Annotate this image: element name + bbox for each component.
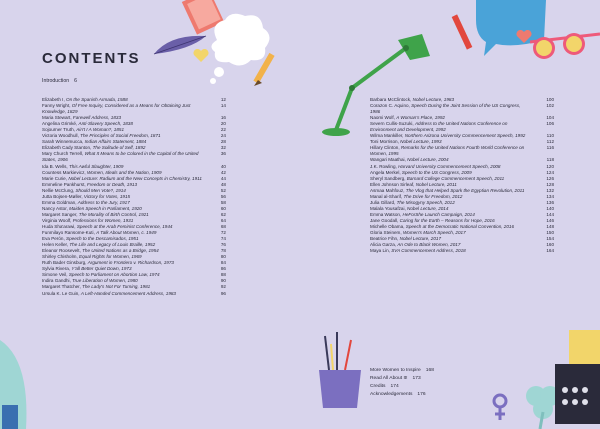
speaker-name: Michelle Obama,	[370, 223, 405, 229]
page-number: 104	[546, 115, 554, 121]
page-number: 68	[220, 223, 226, 229]
speaker-name: Sojourner Truth,	[42, 127, 75, 133]
speech-title: The Misogyny Speech, 2012	[396, 199, 455, 205]
page-number: 174	[390, 384, 399, 389]
speech-title: An Ode to Black Women, 2017	[397, 242, 461, 248]
intro-page: 6	[74, 78, 77, 84]
page-number: 173	[412, 376, 421, 381]
speaker-name: Maya Lin,	[370, 248, 390, 254]
speaker-name: Emma Goldman,	[42, 199, 77, 205]
page-number: 168	[425, 368, 434, 373]
page-number: 144	[546, 211, 554, 217]
page-number: 102	[546, 103, 554, 109]
page-number: 58	[220, 199, 226, 205]
page-number: 148	[546, 223, 554, 229]
page-number: 106	[546, 121, 554, 127]
speaker-name: Margaret Thatcher,	[42, 284, 81, 290]
speaker-name: Virginia Woolf,	[42, 217, 72, 223]
speaker-name: Emmeline Pankhurst,	[42, 181, 86, 187]
speaker-name: Simone Veil,	[42, 272, 68, 278]
speech-title: Speech to the US Congress, 2009	[401, 169, 472, 175]
page-number: 112	[546, 139, 554, 145]
back-matter-label: Read All About It!	[370, 376, 408, 381]
page-number: 44	[220, 175, 226, 181]
speech-title: Victory for Votes, 1915	[83, 193, 131, 199]
toc-entry-text	[370, 248, 530, 254]
page-number: 140	[546, 205, 554, 211]
contents-right-column	[370, 97, 554, 254]
page-number: 92	[220, 284, 226, 290]
speaker-name: Nancy Astor,	[42, 205, 68, 211]
speaker-name: Nellie McClung,	[42, 187, 75, 193]
speech-title: The Vlog that Helped Spark the Egyptian Revolution, 2011	[405, 187, 525, 193]
page-number: 64	[220, 217, 226, 223]
page-number: 110	[546, 133, 554, 139]
speaker-name: Wilma Mankiller,	[370, 133, 404, 139]
speech-title: Nobel Lecture, 2011	[415, 181, 457, 187]
speaker-name: Alicia Garza,	[370, 242, 397, 248]
page-number: 40	[220, 163, 226, 169]
speech-title: Nobel Lecture, 2014	[407, 205, 449, 211]
page-number: 72	[220, 230, 226, 236]
speech-title: Nobel Lecture: Radium and the New Concepts in Chemistry, 1911	[68, 175, 202, 181]
speaker-name: Beatrice Fihn,	[370, 236, 399, 242]
speaker-name: Angela Merkel,	[370, 169, 401, 175]
speech-title: A Woman's Place, 1992	[396, 115, 445, 121]
page-number: 124	[546, 169, 554, 175]
speaker-name: Ida B. Wells,	[42, 163, 68, 169]
page-number: 84	[220, 260, 226, 266]
page-number: 22	[220, 127, 226, 133]
page-number: 90	[220, 278, 226, 284]
back-matter-entry[interactable]	[370, 375, 434, 383]
toc-entry[interactable]	[370, 103, 554, 115]
speech-title: Remarks for the United Nations Fourth World Conference on Women, 1995	[370, 145, 525, 157]
speaker-name: Malala Yousafzai,	[370, 205, 406, 211]
speech-title: Of Free Inquiry, Considered as a Means for Obtaining Just Knowledge, 1829	[42, 103, 191, 115]
speech-title: The Morality of Birth Control, 1921	[78, 211, 149, 217]
page-number: 96	[220, 290, 226, 296]
speech-title: Women, Ideals and the Nation, 1909	[86, 169, 162, 175]
intro-entry[interactable]	[42, 78, 77, 84]
back-matter-entry[interactable]	[370, 383, 434, 391]
brush-cup-illustration	[315, 330, 365, 429]
speech-title: Nobel Lecture, 1983	[412, 97, 455, 102]
speaker-name: Marie Curie,	[42, 175, 68, 181]
page-number: 52	[220, 187, 226, 193]
page-number: 132	[546, 187, 554, 193]
speaker-name: Manal al-Sharif,	[370, 193, 403, 199]
speech-title: Nobel Lecture, 2004	[407, 157, 449, 163]
speech-title: The Life and Legacy of Louis Braille, 1952	[69, 242, 156, 248]
page-number: 56	[220, 193, 226, 199]
page-number: 116	[546, 145, 554, 151]
speech-title: This Awful Slaughter, 1909	[68, 163, 124, 169]
page-title: CONTENTS	[42, 50, 141, 67]
toc-entry[interactable]	[42, 103, 226, 115]
speaker-name: Sheryl Sandberg,	[370, 175, 406, 181]
speaker-name: Corazon C. Aquino,	[370, 103, 410, 109]
speech-title: Address to the Jury, 1917	[77, 199, 130, 205]
speech-title: Speech at the Democratic National Convention, 2016	[405, 223, 515, 229]
page-number: 36	[220, 151, 226, 157]
page-number: 76	[220, 242, 226, 248]
page-number: 86	[220, 266, 226, 272]
speaker-name: Mary Church Terrell,	[42, 151, 84, 157]
speaker-name: Elizabeth I,	[42, 97, 65, 102]
back-matter-label: Acknowledgements	[370, 392, 413, 397]
speech-title: Indian Affairs Statement, 1884	[84, 139, 147, 145]
speaker-name: Hillary Clinton,	[370, 145, 400, 151]
speaker-name: Severn Cullis-Suzuki,	[370, 121, 414, 127]
pencil-icon	[448, 12, 476, 56]
speaker-name: Maria Stewart,	[42, 115, 72, 121]
page-number: 126	[546, 175, 554, 181]
page-number: 136	[546, 199, 554, 205]
speaker-name: Angelina Grimké,	[42, 121, 78, 127]
speaker-name: Wangari Maathai,	[370, 157, 406, 163]
page-number: 146	[546, 217, 554, 223]
toc-entry[interactable]	[370, 121, 554, 133]
speech-title: Nobel Lecture, 2017	[399, 236, 441, 242]
speech-title: Speech to the Descamisados, 1951	[66, 236, 139, 242]
speaker-name: Indira Gandhi,	[42, 278, 71, 284]
speech-title: A Left-Handed Commencement Address, 1983	[80, 290, 176, 296]
speech-title: Y'all Better Quiet Down, 1973	[71, 266, 132, 272]
page-number: 120	[546, 163, 554, 169]
page-number: 74	[220, 236, 226, 242]
speech-title: Maiden Speech in Parliament, 1920	[69, 205, 142, 211]
page-number: 154	[546, 236, 554, 242]
page-number: 164	[546, 248, 554, 254]
toc-entry-text	[42, 291, 202, 297]
pencil-icon	[250, 50, 276, 92]
page-number: 62	[220, 211, 226, 217]
speaker-name: Helen Keller,	[42, 242, 69, 248]
toc-entry-text	[370, 121, 530, 133]
speech-title: Barnard College Commencement Speech, 2011	[406, 175, 505, 181]
speaker-name: Eva Perón,	[42, 236, 65, 242]
page-number: 160	[546, 242, 554, 248]
page-number: 16	[220, 115, 226, 121]
speech-title: True Liberation of Women, 1980	[72, 278, 138, 284]
speaker-name: Jane Goodall,	[370, 217, 399, 223]
speech-title: Freedom or Death, 1913	[86, 181, 138, 187]
female-symbol-icon	[490, 392, 510, 422]
toc-entry-text	[370, 103, 530, 115]
speaker-name: Funmilayo Ransome-Kuti,	[42, 230, 95, 236]
back-matter-entry[interactable]	[370, 367, 434, 375]
back-matter-list	[370, 367, 434, 399]
speech-title: Women's March Speech, 2017	[402, 230, 466, 236]
speaker-name: Huda Sha'arawi,	[42, 223, 76, 229]
speech-title: The Solitude of Self, 1892	[92, 145, 146, 151]
speech-title: Speech to Parliament on Abortion Law, 1974	[68, 272, 160, 278]
page-number: 28	[220, 139, 226, 145]
speaker-name: Toni Morrison,	[370, 139, 399, 145]
speech-title: The United Nations as a Bridge, 1954	[82, 248, 159, 254]
page-number: 14	[220, 103, 226, 109]
page-number: 88	[220, 272, 226, 278]
page-number: 60	[220, 205, 226, 211]
speech-title: The Principles of Social Freedom, 1871	[80, 133, 161, 139]
toc-entry[interactable]	[42, 151, 226, 163]
back-matter-label: More Women to Inspire	[370, 368, 421, 373]
page-number: 134	[546, 193, 554, 199]
back-matter-label: Credits	[370, 384, 386, 389]
speaker-name: Countess Markievicz,	[42, 169, 86, 175]
toc-entry-text	[370, 145, 530, 157]
speech-title: Nobel Lecture, 1993	[400, 139, 442, 145]
speech-title: HeForShe Launch Campaign, 2014	[402, 211, 475, 217]
typewriter-illustration	[555, 330, 600, 429]
page-number: 150	[546, 230, 554, 236]
speaker-name: Jutta Bojsen-Møller,	[42, 193, 83, 199]
speech-title: Professions for Women, 1931	[72, 217, 134, 223]
speaker-name: Emma Watson,	[370, 211, 402, 217]
speech-title: The Lady's Not For Turning, 1981	[82, 284, 151, 290]
speaker-name: Eleanor Roosevelt,	[42, 248, 81, 254]
speech-title: Caring for the Earth – Reasons for Hope, 2016	[399, 217, 495, 223]
page-number: 78	[220, 248, 226, 254]
speaker-name: Naomi Wolf,	[370, 115, 395, 121]
page-number: 100	[546, 97, 554, 102]
back-matter-entry[interactable]	[370, 391, 434, 399]
speaker-name: Victoria Woodhull,	[42, 133, 79, 139]
speech-title: Equal Rights for Women, 1969	[79, 254, 142, 260]
speaker-name: Fanny Wright,	[42, 103, 71, 109]
page-number: 24	[220, 133, 226, 139]
page-number: 118	[546, 157, 554, 163]
page-number: 128	[546, 181, 554, 187]
speaker-name: Ellen Johnson Sirleaf,	[370, 181, 415, 187]
page-number: 32	[220, 145, 226, 151]
speaker-name: Asmaa Mahfouz,	[370, 187, 405, 193]
speaker-name: Ruth Bader Ginsburg,	[42, 260, 87, 266]
contents-left-column	[42, 97, 226, 297]
speaker-name: Elizabeth Cady Stanton,	[42, 145, 92, 151]
speech-title: Farewell Address, 1833	[72, 115, 121, 121]
speech-title: Anti-Slavery Speech, 1838	[78, 121, 133, 127]
page-number: 48	[220, 181, 226, 187]
speech-title: Harvard University Commencement Speech, 2008	[398, 163, 501, 169]
speaker-name: Sylvia Rivera,	[42, 266, 71, 272]
speaker-name: Sarah Winnemucca,	[42, 139, 84, 145]
speech-title: Northern Arizona University Commencement Speech, 1992	[404, 133, 526, 139]
speech-title: Speech During the Joint Session of the US Congress, 1986	[370, 103, 521, 115]
toc-entry-text	[42, 103, 202, 115]
speech-title: What It Means to be Colored in the Capital of the United States, 1906	[42, 151, 199, 163]
speaker-name: Julia Gillard,	[370, 199, 396, 205]
speaker-name: J.K. Rowling,	[370, 163, 397, 169]
speech-title: A Talk About Women, c. 1949	[96, 230, 157, 236]
page-number: 80	[220, 254, 226, 260]
speaker-name: Margaret Sanger,	[42, 211, 78, 217]
speech-title: SVA Commencement Address, 2018	[391, 248, 466, 254]
page-number: 12	[220, 97, 226, 102]
speech-title: Speech at the Arab Feminist Conference, 1944	[76, 223, 173, 229]
toc-entry[interactable]	[370, 248, 554, 254]
speech-title: Ain't I A Woman?, 1851	[76, 127, 125, 133]
speaker-name: Ursula K. Le Guin,	[42, 290, 80, 296]
toc-entry-text	[42, 151, 202, 163]
speech-title: Address to the United Nations Conference on Environment and Development, 1992	[370, 121, 508, 133]
ink-bottle-icon	[0, 395, 22, 429]
speaker-name: Gloria Steinem,	[370, 230, 402, 236]
speech-title: Should Men Vote?, 1914	[75, 187, 126, 193]
speech-title: The Drive for Freedom, 2012	[403, 193, 463, 199]
toc-entry[interactable]	[370, 145, 554, 157]
speech-title: Argument in Frontiero v. Richardson, 1973	[87, 260, 174, 266]
speaker-name: Barbara McClintock,	[370, 97, 412, 102]
intro-label: Introduction	[42, 78, 70, 84]
speaker-name: Shirley Chisholm,	[42, 254, 78, 260]
page-number: 20	[220, 121, 226, 127]
page-number: 42	[220, 169, 226, 175]
page-number: 176	[417, 392, 426, 397]
toc-entry[interactable]	[42, 291, 226, 297]
sunglasses-icon	[528, 32, 600, 62]
speech-title: On the Spanish Armada, 1588	[66, 97, 128, 102]
